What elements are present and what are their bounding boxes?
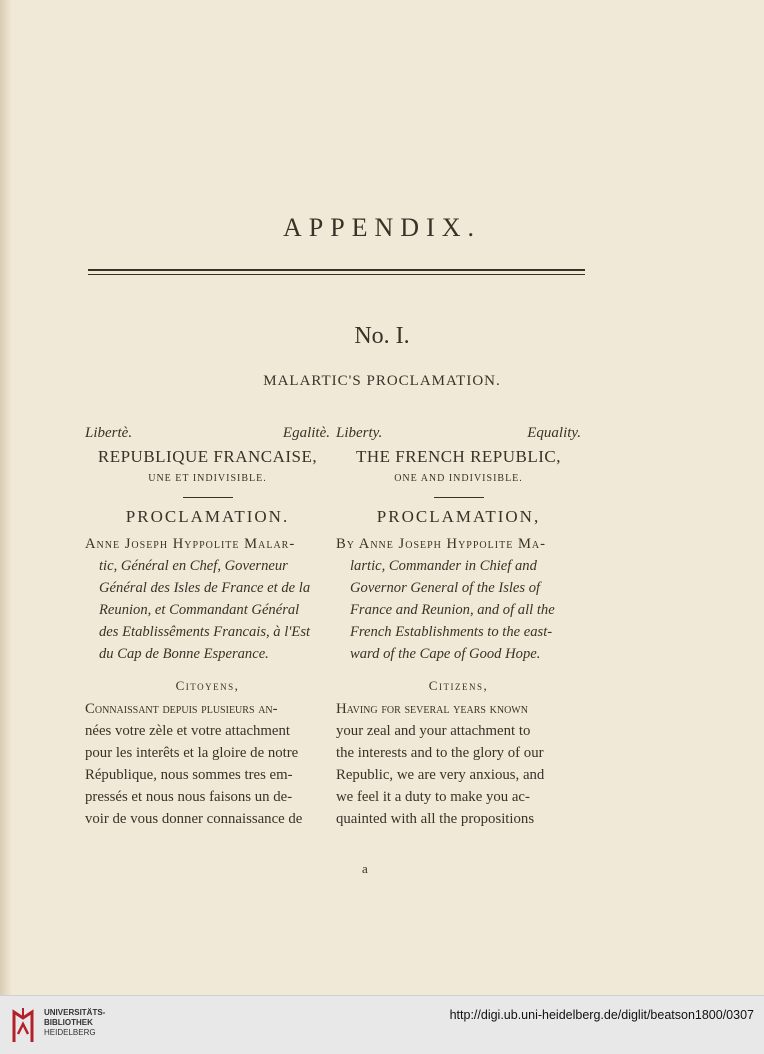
english-short-rule bbox=[434, 497, 484, 498]
library-line: BIBLIOTHEK bbox=[44, 1018, 93, 1027]
author-line: des Etablissêments Francais, à l'Est bbox=[99, 624, 311, 640]
french-body bbox=[85, 698, 330, 830]
library-line: UNIVERSITÄTS- bbox=[44, 1008, 106, 1017]
permalink-url[interactable]: http://digi.ub.uni-heidelberg.de/diglit/beatson1800/0307 bbox=[449, 1008, 754, 1022]
author-line: Général des Isles de France et de la bbox=[99, 580, 311, 596]
author-line: Reunion, et Commandant Général bbox=[99, 602, 300, 618]
body-line: the interests and to the glory of our bbox=[336, 745, 544, 761]
body-line: quainted with all the propositions bbox=[336, 811, 535, 827]
body-line: Having for several years known bbox=[336, 701, 528, 717]
english-indivisible: ONE AND INDIVISIBLE. bbox=[394, 473, 523, 484]
body-line: pour les interêts et la gloire de notre bbox=[85, 745, 299, 761]
english-motto bbox=[336, 425, 581, 447]
section-number: No. I. bbox=[354, 323, 410, 349]
signature-mark: a bbox=[362, 861, 368, 876]
body-line: nées votre zèle et votre attachment bbox=[85, 723, 290, 739]
body-line: République, nous sommes tres em- bbox=[85, 767, 293, 783]
english-salutation: Citizens, bbox=[428, 678, 489, 693]
body-line: Republic, we are very anxious, and bbox=[336, 767, 545, 783]
french-motto bbox=[85, 425, 330, 447]
body-line: Connaissant depuis plusieurs an- bbox=[85, 701, 278, 717]
motto-equality: Equality. bbox=[527, 425, 581, 441]
page-gutter-shadow bbox=[0, 0, 12, 995]
double-rule-bottom bbox=[88, 274, 585, 275]
motto-egalite: Egalitè. bbox=[282, 425, 330, 441]
heidelberg-library-logo-icon[interactable] bbox=[8, 1004, 38, 1046]
author-line: lartic, Commander in Chief and bbox=[350, 558, 537, 574]
body-line: voir de vous donner connaissance de bbox=[85, 811, 303, 827]
english-republic-heading: THE FRENCH REPUBLIC, bbox=[355, 447, 562, 466]
english-author-block bbox=[336, 533, 581, 665]
body-line: pressés et nous nous faisons un de- bbox=[85, 789, 293, 805]
english-column bbox=[336, 425, 581, 830]
library-line: HEIDELBERG bbox=[44, 1028, 96, 1037]
french-proclamation-heading: PROCLAMATION. bbox=[125, 507, 290, 526]
body-line: your zeal and your attachment to bbox=[336, 723, 531, 739]
french-author-block bbox=[85, 533, 330, 665]
author-line: French Establishments to the east- bbox=[350, 624, 553, 640]
author-line: tic, Général en Chef, Governeur bbox=[99, 558, 288, 574]
viewer-footer-bar bbox=[0, 995, 764, 1054]
french-short-rule bbox=[183, 497, 233, 498]
body-line: we feel it a duty to make you ac- bbox=[336, 789, 530, 805]
library-name bbox=[44, 1008, 105, 1038]
motto-liberte: Libertè. bbox=[85, 425, 133, 441]
french-salutation: Citoyens, bbox=[175, 678, 240, 693]
french-republic-heading: REPUBLIQUE FRANCAISE, bbox=[97, 447, 318, 466]
appendix-title: APPENDIX. bbox=[282, 213, 482, 242]
author-line: By Anne Joseph Hyppolite Ma- bbox=[336, 536, 547, 552]
author-line: Anne Joseph Hyppolite Malar- bbox=[85, 536, 296, 552]
author-line: ward of the Cape of Good Hope. bbox=[350, 646, 541, 662]
french-column bbox=[85, 425, 330, 830]
motto-liberty: Liberty. bbox=[336, 425, 383, 441]
author-line: France and Reunion, and of all the bbox=[350, 602, 555, 618]
double-rule-top bbox=[88, 269, 585, 271]
english-proclamation-heading: PROCLAMATION, bbox=[376, 507, 541, 526]
author-line: du Cap de Bonne Esperance. bbox=[99, 646, 269, 662]
section-subtitle: MALARTIC'S PROCLAMATION. bbox=[263, 373, 501, 389]
english-body bbox=[336, 698, 581, 830]
author-line: Governor General of the Isles of bbox=[350, 580, 541, 596]
french-indivisible: UNE ET INDIVISIBLE. bbox=[148, 473, 267, 484]
